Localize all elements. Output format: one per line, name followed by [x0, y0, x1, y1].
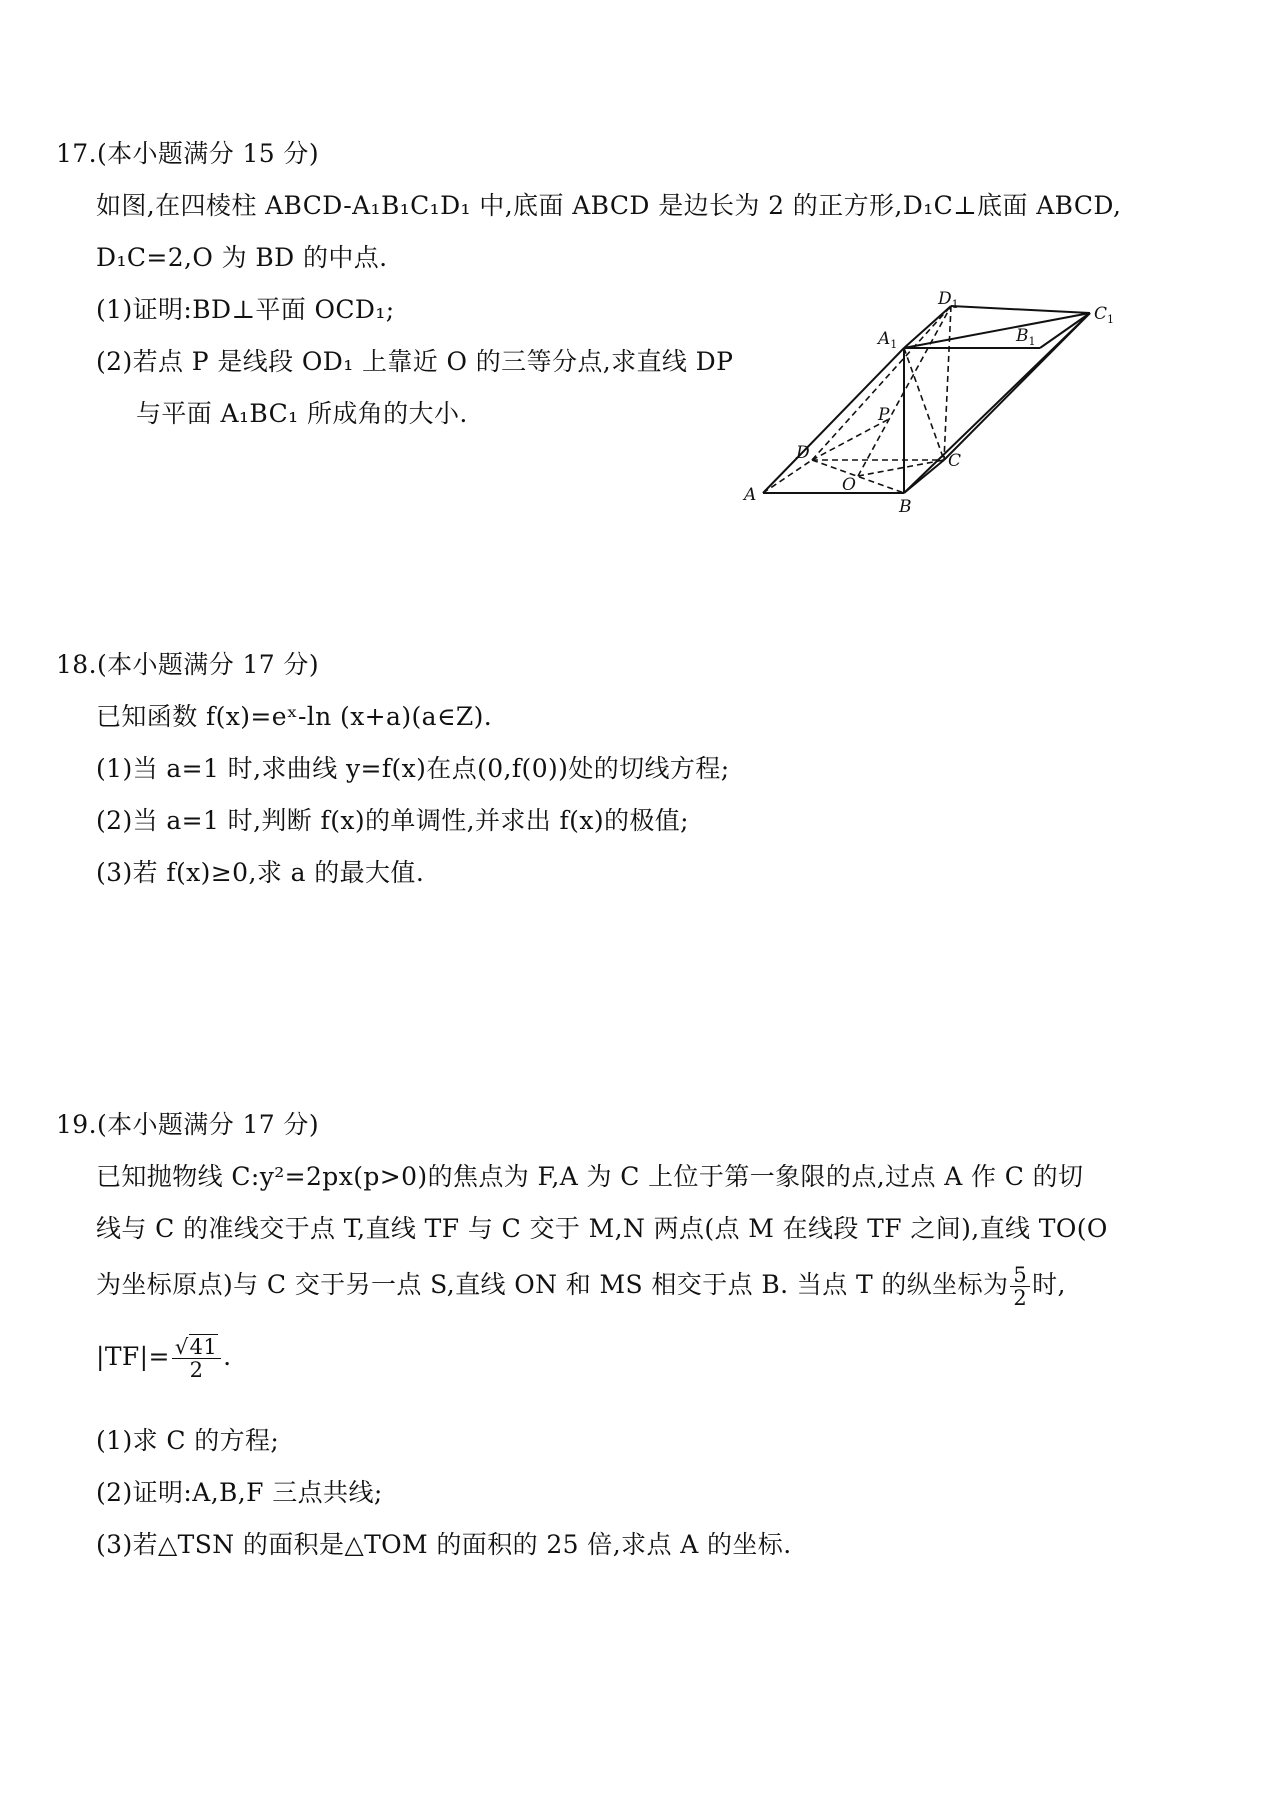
label-A: A: [744, 485, 757, 505]
q19-line4-text: |TF|=: [96, 1342, 170, 1371]
q18-statement: 已知函数 f(x)=eˣ-ln (x+a)(a∈Z).: [96, 702, 493, 731]
prism-diagram: [730, 288, 1130, 520]
label-B1: $B_1$: [1016, 326, 1036, 348]
fraction-sqrt41-halves: [172, 1336, 221, 1381]
q17-part2-line2: 与平面 A₁BC₁ 所成角的大小.: [136, 399, 468, 428]
q19-statement-line3: [96, 1264, 1066, 1309]
fraction-denominator: 2: [1013, 1286, 1028, 1310]
q18-part2: (2)当 a=1 时,判断 f(x)的单调性,并求出 f(x)的极值;: [96, 806, 689, 835]
q17-statement-line2: D₁C=2,O 为 BD 的中点.: [96, 243, 388, 272]
q18-part3: (3)若 f(x)≥0,求 a 的最大值.: [96, 858, 425, 887]
q19-statement-line1: 已知抛物线 C:y²=2px(p>0)的焦点为 F,A 为 C 上位于第一象限的点,过点 A 作 C 的切: [96, 1162, 1084, 1191]
q19-line3-text: 为坐标原点)与 C 交于另一点 S,直线 ON 和 MS 相交于点 B. 当点 T 的纵坐标为: [96, 1270, 1009, 1299]
fraction-denominator: 2: [189, 1358, 204, 1382]
q19-line4-tail: .: [223, 1342, 232, 1371]
q19-part3: (3)若△TSN 的面积是△TOM 的面积的 25 倍,求点 A 的坐标.: [96, 1530, 792, 1559]
q17-heading: 17.(本小题满分 15 分): [56, 139, 319, 168]
sqrt-symbol: √41: [174, 1335, 218, 1359]
q19-part1: (1)求 C 的方程;: [96, 1426, 280, 1455]
q18-part1: (1)当 a=1 时,求曲线 y=f(x)在点(0,f(0))处的切线方程;: [96, 754, 730, 783]
q19-part2: (2)证明:A,B,F 三点共线;: [96, 1478, 383, 1507]
fraction-numerator: [172, 1336, 221, 1359]
q17-part1: (1)证明:BD⊥平面 OCD₁;: [96, 295, 395, 324]
label-D1: $D_1$: [938, 289, 959, 311]
radicand: 41: [189, 1335, 218, 1359]
fraction-numerator: 5: [1010, 1264, 1030, 1287]
fraction-five-halves: [1010, 1264, 1030, 1309]
label-B: B: [899, 497, 912, 517]
q18-heading: 18.(本小题满分 17 分): [56, 650, 319, 679]
label-D: D: [796, 443, 810, 463]
label-C: C: [948, 451, 962, 471]
label-P: P: [878, 405, 890, 425]
q17-part2-line1: (2)若点 P 是线段 OD₁ 上靠近 O 的三等分点,求直线 DP: [96, 347, 734, 376]
q19-line3-tail: 时,: [1032, 1270, 1066, 1299]
q19-statement-line4: [96, 1336, 232, 1381]
prism-figure: [730, 288, 1130, 520]
label-A1: $A_1$: [878, 329, 898, 351]
q17-statement-line1: 如图,在四棱柱 ABCD-A₁B₁C₁D₁ 中,底面 ABCD 是边长为 2 的正方形,D₁C⊥底面 ABCD,: [96, 191, 1122, 220]
q19-heading: 19.(本小题满分 17 分): [56, 1110, 319, 1139]
label-O: O: [842, 475, 856, 495]
q19-statement-line2: 线与 C 的准线交于点 T,直线 TF 与 C 交于 M,N 两点(点 M 在线段 TF 之间),直线 TO(O: [96, 1214, 1108, 1243]
label-C1: $C_1$: [1094, 304, 1115, 326]
